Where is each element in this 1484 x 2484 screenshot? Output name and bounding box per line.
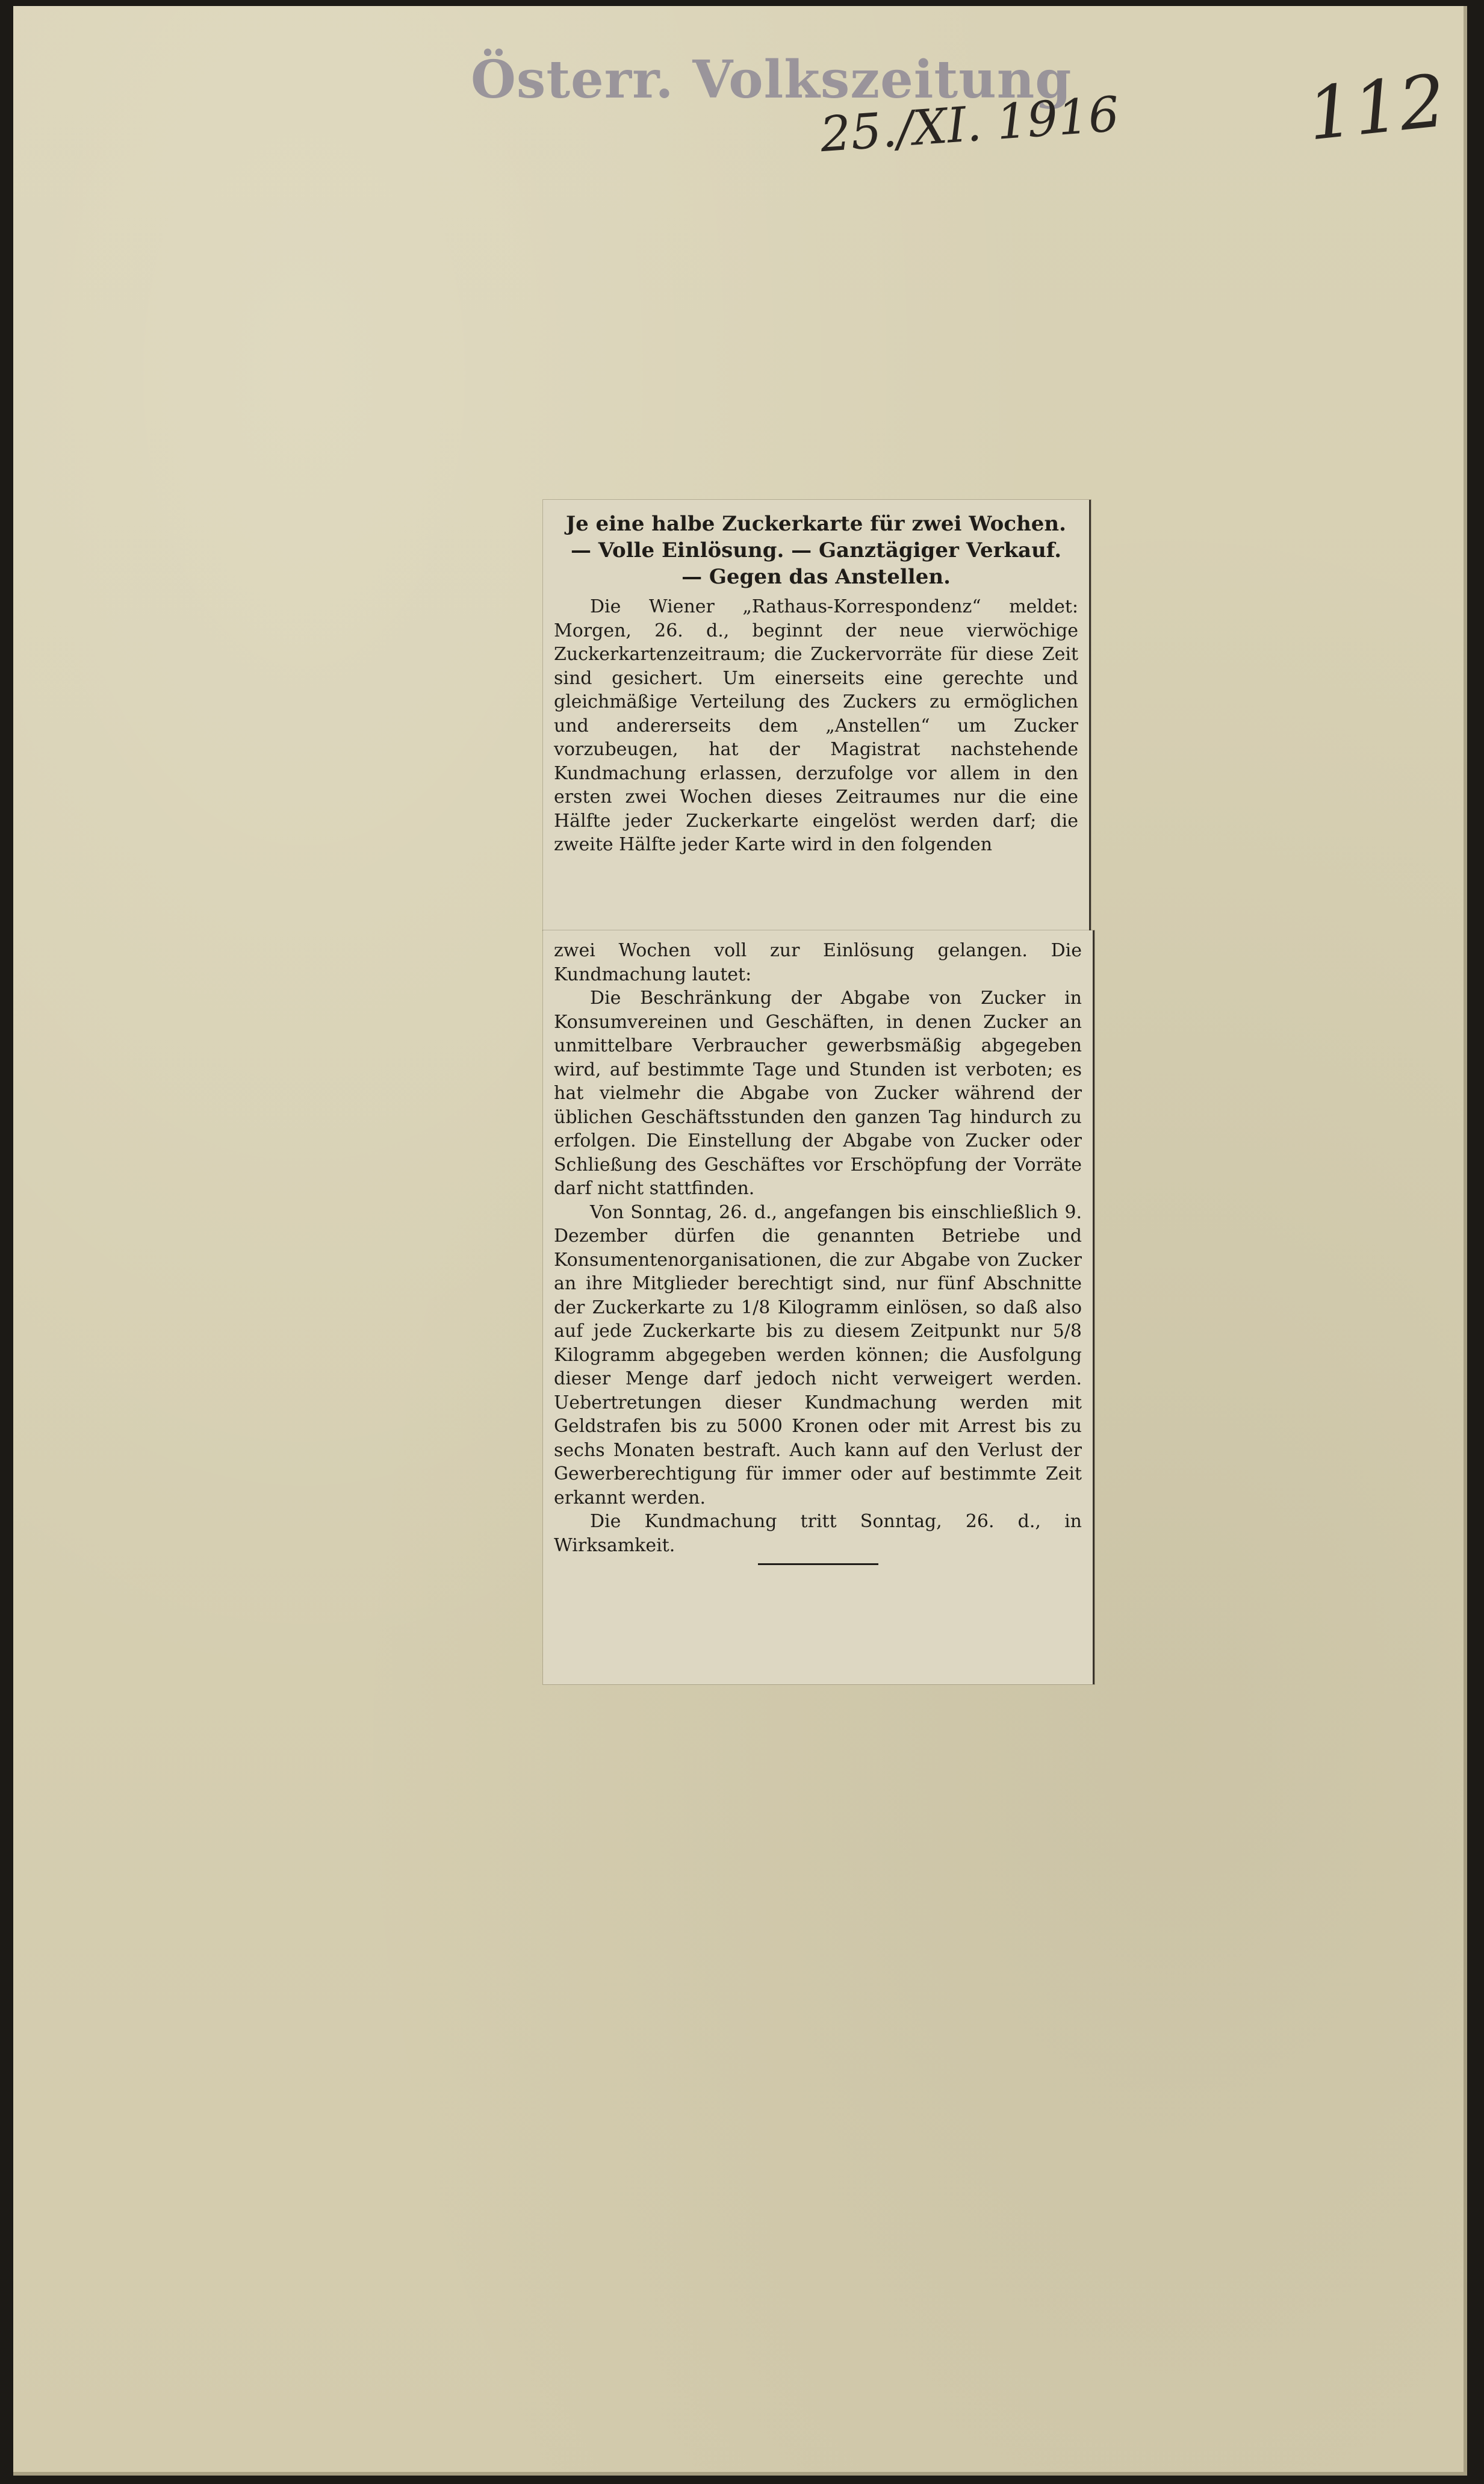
article-paragraph: Von Sonntag, 26. d., angefangen bis einschließlich 9. Dezember dürfen die genannten Betriebe und Konsumentenorganisationen, die zur Abgabe von Zucker an ihre Mitglieder berechtigt sind, nur fünf Abschnitte der Zuckerkarte zu 1/8 Kilogramm einlösen, so daß also auf jede Zuckerkarte bis zu diesem Zeitpunkt nur 5/8 Kilogramm abgegeben werden können; die Ausfolgung dieser Menge darf jedoch nicht verweigert werden. Uebertretungen dieser Kundmachung werden mit Geldstrafen bis zu 5000 Kronen oder mit Arrest bis zu sechs Monaten bestraft. Auch kann auf den Verlust der Gewerberechtigung für immer oder auf bestimmte Zeit erkannt werden. [554,1201,1082,1508]
article-paragraph: Die Kundmachung tritt Sonntag, 26. d., in Wirksamkeit. [554,1511,1082,1556]
article-paragraph: Die Beschränkung der Abgabe von Zucker in Konsumvereinen und Geschäften, in denen Zucker an unmittelbare Verbraucher gewerbsmäßig abgegeben wird, auf bestimmte Tage und Stunden ist verboten; es hat vielmehr die Abgabe von Zucker während der üblichen Geschäftsstunden den ganzen Tag hindurch zu erfolgen. Die Einstellung der Abgabe von Zucker oder Schließung des Geschäftes vor Erschöpfung der Vorräte darf nicht stattfinden. [554,988,1082,1199]
newspaper-clipping-top [543,500,1091,930]
article-body-bottom [554,939,1082,1557]
archive-sheet [13,6,1467,2476]
article-end-rule [758,1563,878,1565]
handwritten-page-number: 112 [1303,59,1450,157]
newspaper-stamp: Österr. Volkszeitung [471,49,1072,110]
article-paragraph: Die Wiener „Rathaus-Korrespondenz“ meldet: Morgen, 26. d., beginnt der neue vierwöchige Zuckerkartenzeitraum; die Zuckervorräte für diese Zeit sind gesichert. Um einerseits eine gerechte und gleichmäßige Verteilung des Zuckers zu ermöglichen und andererseits dem „Anstellen“ um Zucker vorzubeugen, hat der Magistrat nachstehende Kundmachung erlassen, derzufolge vor allem in den ersten zwei Wochen dieses Zeitraumes nur die eine Hälfte jeder Zuckerkarte eingelöst werden darf; die zweite Hälfte jeder Karte wird in den folgenden [554,596,1078,855]
article-paragraph: zwei Wochen voll zur Einlösung gelangen. Die Kundmachung lautet: [554,940,1082,985]
headline-line: — Gegen das Anstellen. [681,565,951,589]
headline-line: — Volle Einlösung. — Ganztägiger Verkauf. [570,538,1062,562]
article-headline [554,511,1078,590]
headline-line: Je eine halbe Zuckerkarte für zwei Wochen. [566,512,1066,536]
newspaper-clipping-bottom [543,930,1094,1684]
handwritten-date: 25./XI. 1916 [818,86,1121,163]
article-body-top [554,595,1078,857]
